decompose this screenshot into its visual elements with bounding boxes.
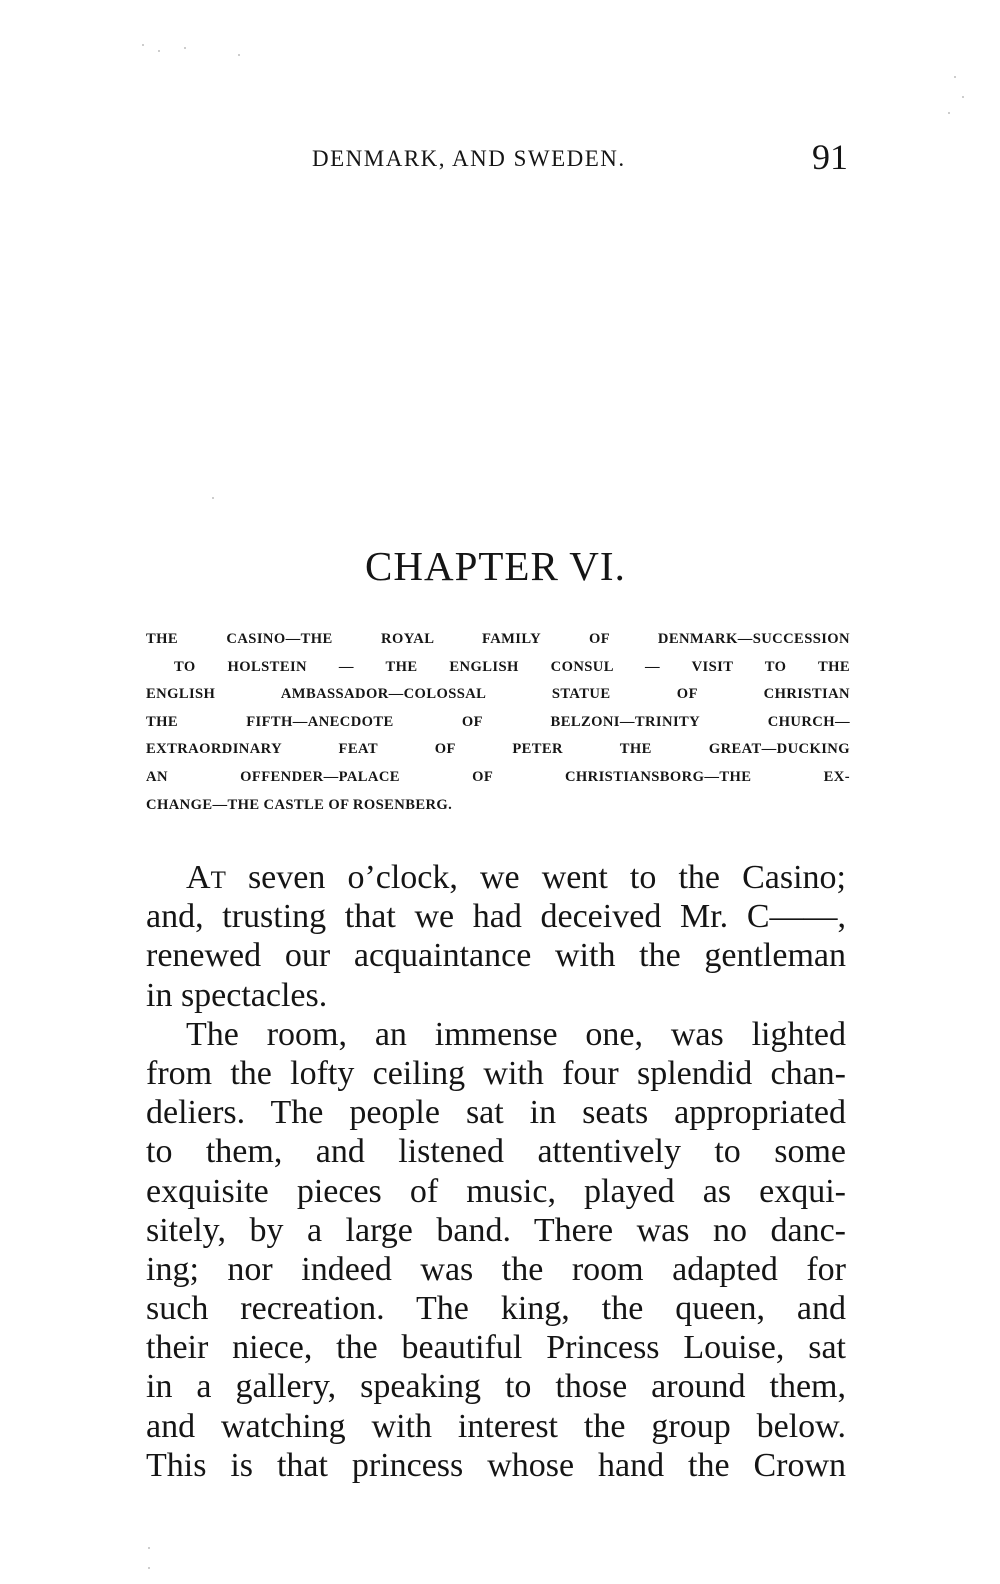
- scan-speck: [158, 50, 160, 52]
- summary-line: CHANGE—THE CASTLE OF ROSENBERG.: [146, 796, 453, 813]
- scan-speck: [184, 47, 186, 49]
- scan-speck: [962, 96, 964, 98]
- body-line: their niece, the beautiful Princess Louise, sat: [146, 1329, 846, 1367]
- body-line: exquisite pieces of music, played as exqui-: [146, 1172, 846, 1210]
- scan-speck: [954, 76, 956, 78]
- body-line: and watching with interest the group below.: [146, 1407, 846, 1445]
- drop-initial: A: [186, 859, 211, 896]
- chapter-heading: CHAPTER VI.: [365, 543, 626, 589]
- body-line: from the lofty ceiling with four splendid chan-: [146, 1054, 846, 1092]
- body-line: ing; nor indeed was the room adapted for: [146, 1250, 846, 1288]
- first-line-rest: seven o’clock, we went to the Casino;: [225, 859, 846, 896]
- scan-speck: [142, 44, 144, 46]
- body-line: in a gallery, speaking to those around them,: [146, 1368, 846, 1406]
- page-number: 91: [812, 137, 848, 177]
- body-line: The room, an immense one, was lighted: [186, 1015, 846, 1053]
- body-text: [146, 858, 846, 1485]
- body-line: deliers. The people sat in seats appropriated: [146, 1094, 846, 1132]
- running-title: DENMARK, AND SWEDEN.: [312, 146, 626, 171]
- body-line: and, trusting that we had deceived Mr. C——,: [146, 898, 846, 936]
- chapter-summary: [146, 626, 850, 819]
- scan-speck: [212, 497, 214, 499]
- scan-speck: [238, 54, 240, 56]
- summary-line: AN OFFENDER—PALACE OF CHRISTIANSBORG—THE EX-: [146, 768, 850, 785]
- body-line: in spectacles.: [146, 976, 328, 1014]
- summary-line: THE CASINO—THE ROYAL FAMILY OF DENMARK—SUCCESSION: [146, 631, 850, 647]
- scan-speck: [148, 1547, 150, 1549]
- summary-line: THE FIFTH—ANECDOTE OF BELZONI—TRINITY CHURCH—: [146, 713, 850, 730]
- body-line: such recreation. The king, the queen, and: [146, 1290, 846, 1328]
- summary-line: TO HOLSTEIN — THE ENGLISH CONSUL — VISIT TO THE: [174, 658, 850, 675]
- drop-initial-small-caps: T: [210, 867, 226, 894]
- body-line: renewed our acquaintance with the gentleman: [146, 937, 846, 975]
- summary-line: EXTRAORDINARY FEAT OF PETER THE GREAT—DUCKING: [146, 741, 850, 758]
- scan-speck: [948, 112, 950, 114]
- summary-line: ENGLISH AMBASSADOR—COLOSSAL STATUE OF CHRISTIAN: [146, 686, 850, 703]
- body-line: sitely, by a large band. There was no danc-: [146, 1211, 846, 1249]
- body-first-line: [146, 858, 846, 897]
- scan-speck: [148, 1567, 150, 1569]
- body-line: This is that princess whose hand the Crown: [146, 1446, 846, 1484]
- body-line: to them, and listened attentively to some: [146, 1133, 846, 1171]
